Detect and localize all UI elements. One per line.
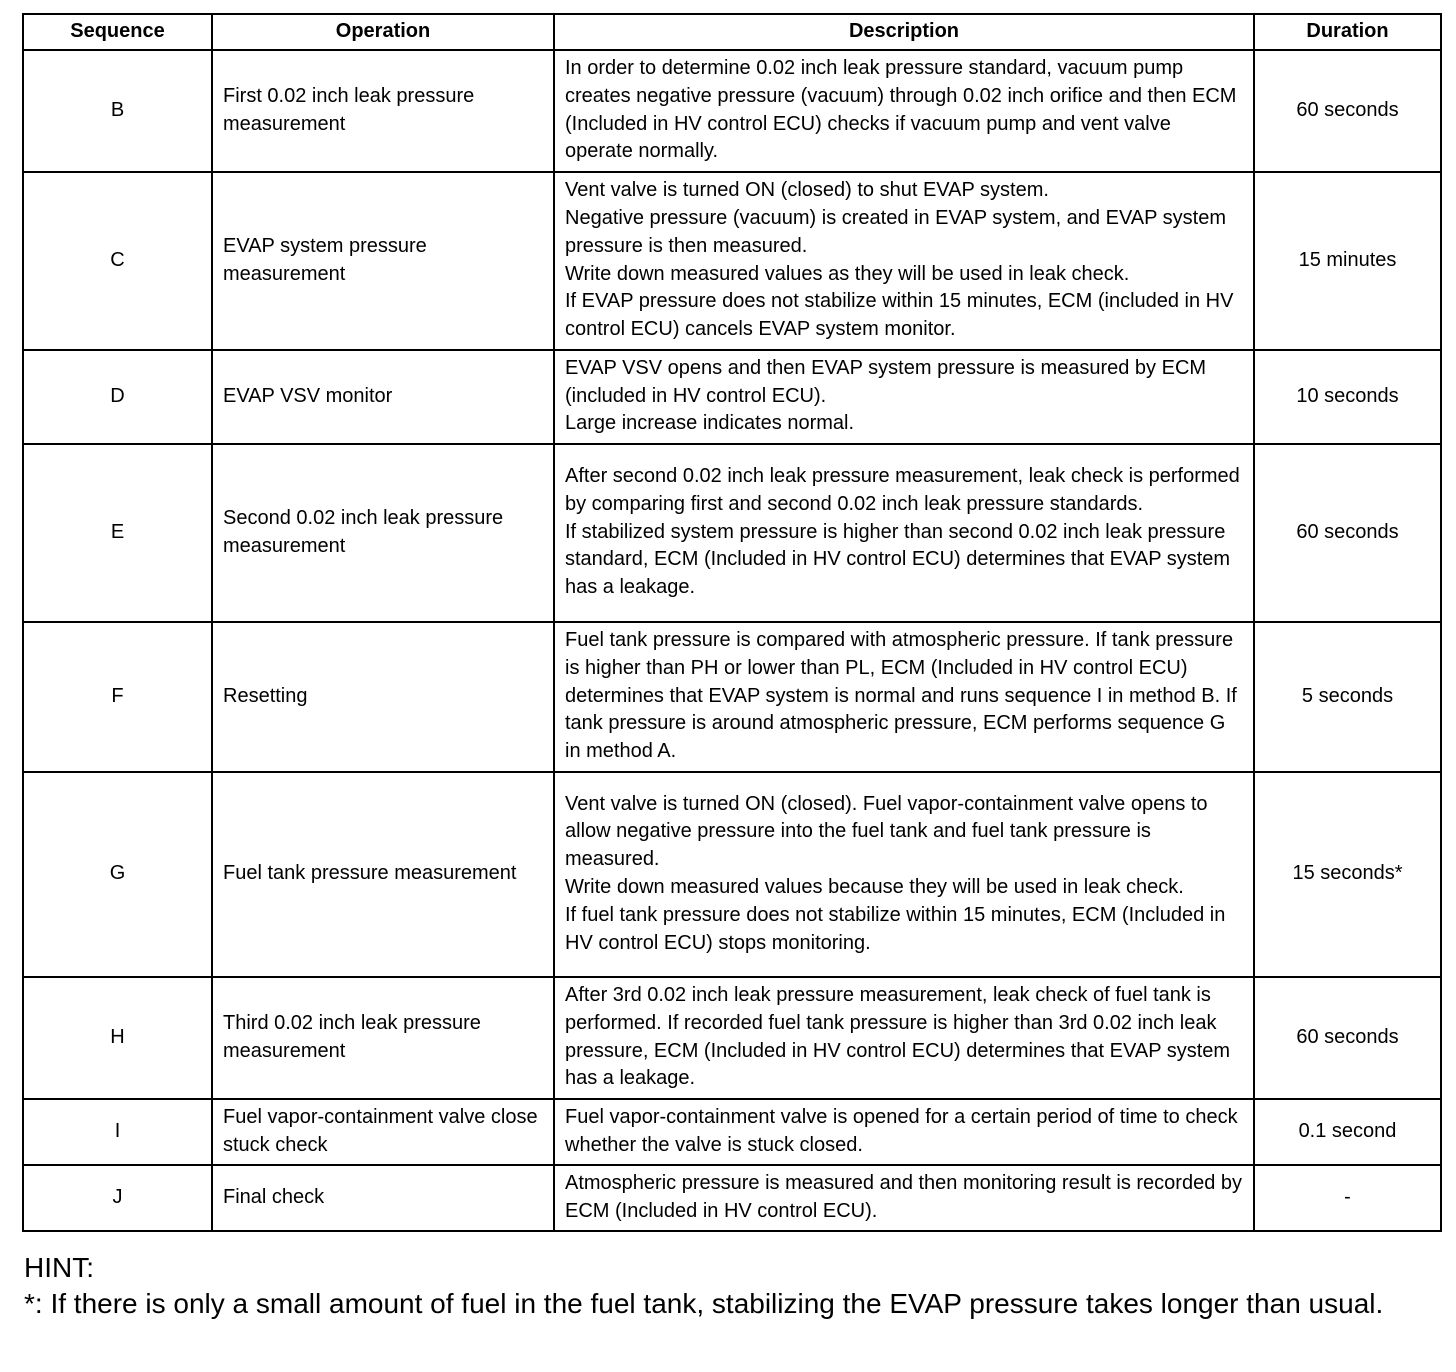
header-operation: Operation (212, 14, 554, 50)
description-line: Negative pressure (vacuum) is created in EVAP system, and EVAP system pressure is then measured. (565, 206, 1227, 257)
row-operation: EVAP VSV monitor (212, 350, 554, 444)
row-duration: 60 seconds (1254, 977, 1441, 1099)
row-description (554, 350, 1254, 444)
row-operation: First 0.02 inch leak pressure measurement (212, 50, 554, 172)
row-sequence: H (23, 977, 212, 1099)
header-sequence: Sequence (23, 14, 212, 50)
description-line: After second 0.02 inch leak pressure measurement, leak check is performed by comparing first and second 0.02 inch leak pressure standards. (565, 465, 1240, 515)
row-description: Fuel vapor-containment valve is opened for a certain period of time to check whether the valve is stuck closed. (554, 1099, 1254, 1165)
row-operation: Resetting (212, 622, 554, 772)
description-line: Large increase indicates normal. (565, 412, 855, 435)
table-header-row (23, 14, 1441, 50)
row-duration: 0.1 second (1254, 1099, 1441, 1165)
row-sequence: E (23, 444, 212, 622)
row-duration: 10 seconds (1254, 350, 1441, 444)
description-line: Vent valve is turned ON (closed) to shut EVAP system. (565, 179, 1049, 202)
description-line: If EVAP pressure does not stabilize within 15 minutes, ECM (included in HV control ECU) cancels EVAP system monitor. (565, 290, 1234, 341)
row-duration: 60 seconds (1254, 444, 1441, 622)
row-description: In order to determine 0.02 inch leak pressure standard, vacuum pump creates negative pressure (vacuum) through 0.02 inch orifice and then ECM (Included in HV control ECU) checks if vacuum pump and vent valve operate normally. (554, 50, 1254, 172)
row-description (554, 172, 1254, 350)
row-operation: Fuel vapor-containment valve close stuck check (212, 1099, 554, 1165)
hint-title: HINT: (24, 1252, 94, 1283)
row-operation: EVAP system pressure measurement (212, 172, 554, 350)
evap-monitor-sequence-table (22, 13, 1442, 1232)
row-operation: Final check (212, 1165, 554, 1231)
hint-section (24, 1250, 1434, 1322)
row-sequence: B (23, 50, 212, 172)
row-description: Fuel tank pressure is compared with atmospheric pressure. If tank pressure is higher than PH or lower than PL, ECM (Included in HV control ECU) determines that EVAP system is normal and runs sequence I in method B. If tank pressure is around atmospheric pressure, ECM performs sequence G in method A. (554, 622, 1254, 772)
table-row (23, 172, 1441, 350)
row-sequence: D (23, 350, 212, 444)
table-row (23, 622, 1441, 772)
row-sequence: C (23, 172, 212, 350)
row-description (554, 772, 1254, 977)
row-sequence: F (23, 622, 212, 772)
table-row (23, 977, 1441, 1099)
row-sequence: G (23, 772, 212, 977)
row-duration: 15 seconds* (1254, 772, 1441, 977)
row-operation: Second 0.02 inch leak pressure measurement (212, 444, 554, 622)
row-operation: Fuel tank pressure measurement (212, 772, 554, 977)
description-line: Write down measured values because they will be used in leak check. (565, 876, 1184, 898)
table-row (23, 1099, 1441, 1165)
table-row (23, 1165, 1441, 1231)
table-row (23, 772, 1441, 977)
description-line: EVAP VSV opens and then EVAP system pressure is measured by ECM (included in HV control ECU). (565, 356, 1207, 407)
row-duration: - (1254, 1165, 1441, 1231)
description-line: If fuel tank pressure does not stabilize within 15 minutes, ECM (Included in HV control ECU) stops monitoring. (565, 903, 1226, 954)
row-operation: Third 0.02 inch leak pressure measurement (212, 977, 554, 1099)
description-line: Write down measured values as they will be used in leak check. (565, 262, 1130, 285)
header-duration: Duration (1254, 14, 1441, 50)
row-sequence: I (23, 1099, 212, 1165)
row-duration: 15 minutes (1254, 172, 1441, 350)
row-description: Atmospheric pressure is measured and then monitoring result is recorded by ECM (Included in HV control ECU). (554, 1165, 1254, 1231)
table-row (23, 50, 1441, 172)
row-description (554, 444, 1254, 622)
hint-footnote: *: If there is only a small amount of fuel in the fuel tank, stabilizing the EVAP pressure takes longer than usual. (24, 1288, 1384, 1319)
table-row (23, 444, 1441, 622)
description-line: Vent valve is turned ON (closed). Fuel vapor-containment valve opens to allow negative pressure into the fuel tank and fuel tank pressure is measured. (565, 792, 1208, 871)
row-duration: 5 seconds (1254, 622, 1441, 772)
header-description: Description (554, 14, 1254, 50)
row-duration: 60 seconds (1254, 50, 1441, 172)
evap-monitor-table-container (22, 13, 1440, 1232)
description-line: If stabilized system pressure is higher than second 0.02 inch leak pressure standard, ECM (Included in HV control ECU) determines that EVAP system has a leakage. (565, 520, 1231, 599)
table-row (23, 350, 1441, 444)
row-description: After 3rd 0.02 inch leak pressure measurement, leak check of fuel tank is performed. If recorded fuel tank pressure is higher than 3rd 0.02 inch leak pressure, ECM (Included in HV control ECU) determines that EVAP system has a leakage. (554, 977, 1254, 1099)
row-sequence: J (23, 1165, 212, 1231)
